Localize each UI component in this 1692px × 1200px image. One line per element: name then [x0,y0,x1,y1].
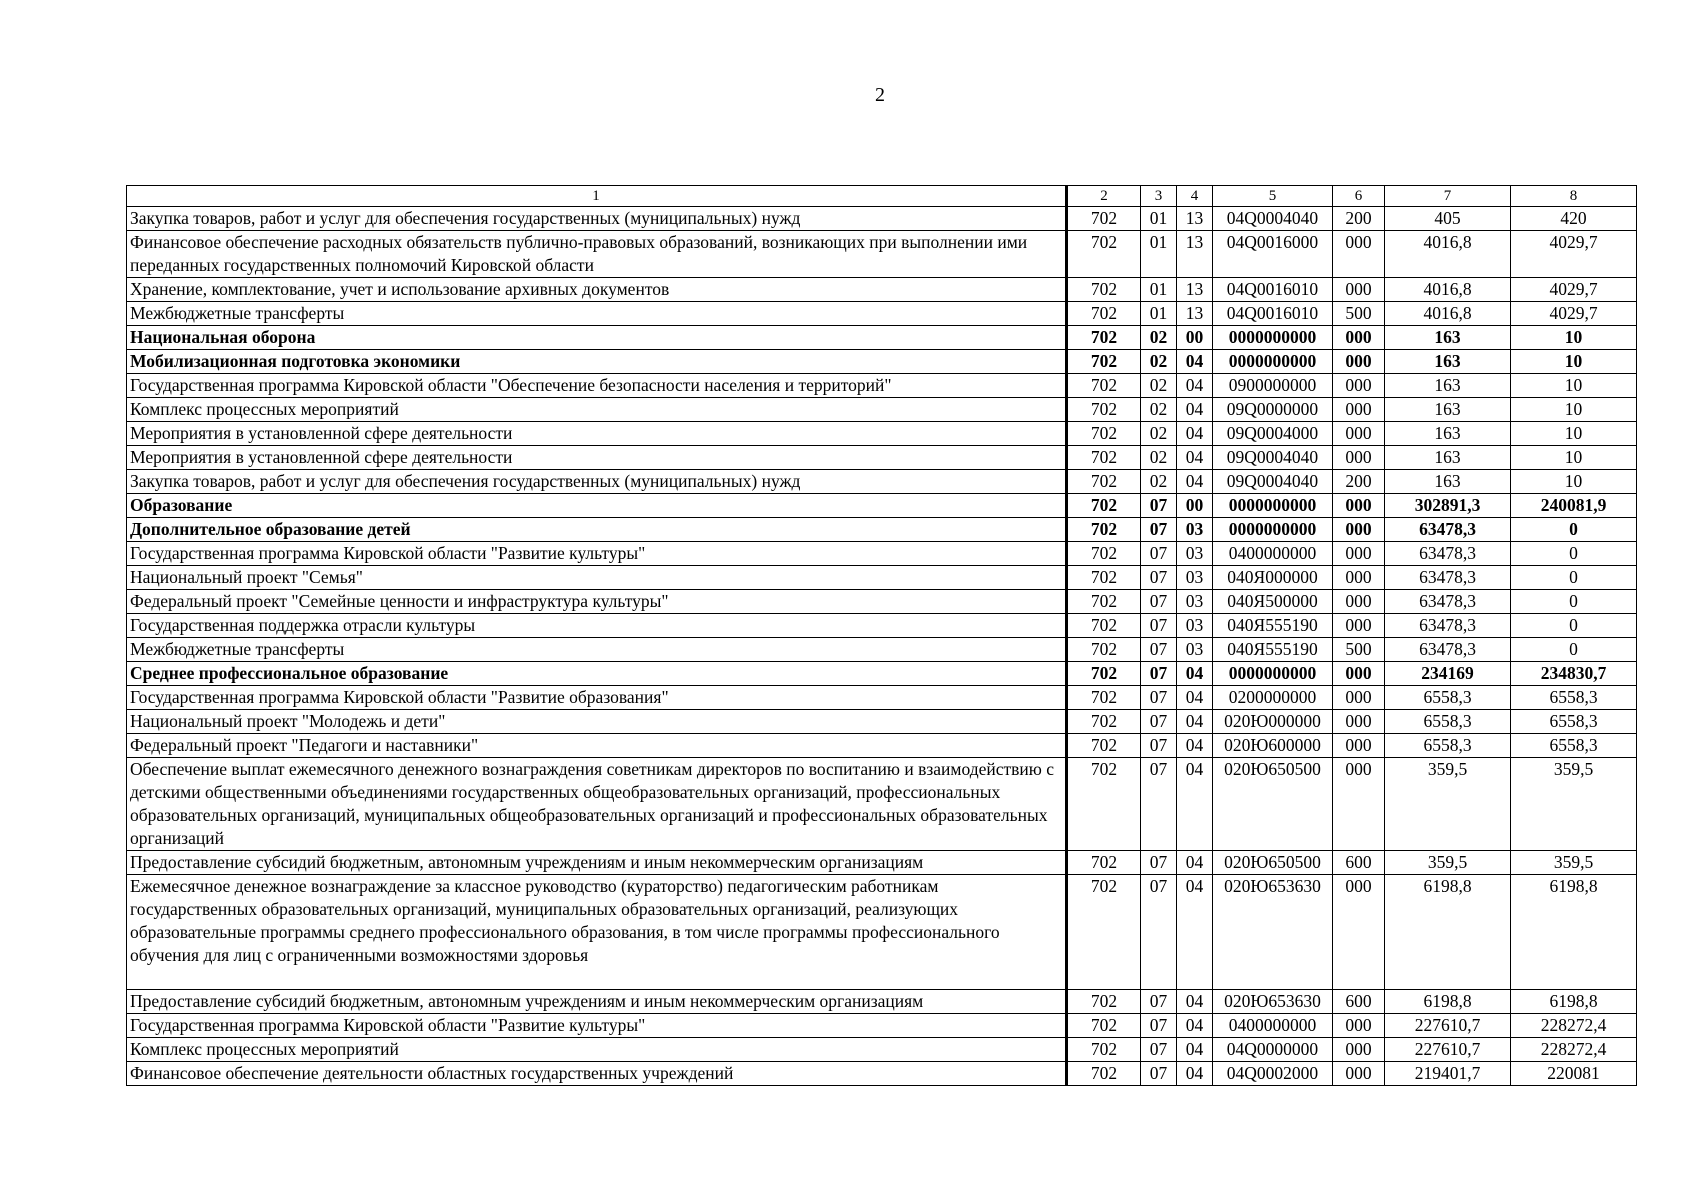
division-cell: 07 [1141,851,1177,875]
table-row [127,446,1637,470]
amount-year-1-cell: 227610,7 [1385,1038,1511,1062]
section-code-cell: 702 [1067,710,1141,734]
amount-year-1-cell: 359,5 [1385,758,1511,851]
division-cell: 07 [1141,1062,1177,1086]
section-code-cell: 702 [1067,758,1141,851]
section-code-cell: 702 [1067,662,1141,686]
division-cell: 02 [1141,350,1177,374]
table-row [127,851,1637,875]
subdivision-cell: 04 [1177,422,1213,446]
expense-type-cell: 000 [1333,1014,1385,1038]
row-name-cell: Федеральный проект "Педагоги и наставники" [127,734,1067,758]
target-article-cell: 0000000000 [1213,494,1333,518]
expense-type-cell: 000 [1333,686,1385,710]
target-article-cell: 040Я555190 [1213,614,1333,638]
row-name-cell: Обеспечение выплат ежемесячного денежного вознаграждения советникам директоров по воспитанию и взаимодействию с детскими общественными объединениями государственных общеобразовательных организаций, профессиональных образовательных организаций, муниципальных общеобразовательных организаций и профессиональных образовательных организаций [127,758,1067,851]
subdivision-cell: 03 [1177,566,1213,590]
target-article-cell: 04Q0004040 [1213,207,1333,231]
row-name-cell: Государственная поддержка отрасли культуры [127,614,1067,638]
division-cell: 07 [1141,566,1177,590]
section-code-cell: 702 [1067,470,1141,494]
table-row [127,326,1637,350]
table-row [127,374,1637,398]
expense-type-cell: 000 [1333,231,1385,278]
division-cell: 07 [1141,542,1177,566]
header-cell-6: 6 [1333,186,1385,207]
target-article-cell: 0200000000 [1213,686,1333,710]
section-code-cell: 702 [1067,590,1141,614]
subdivision-cell: 04 [1177,446,1213,470]
target-article-cell: 09Q0004040 [1213,470,1333,494]
division-cell: 07 [1141,710,1177,734]
amount-year-1-cell: 4016,8 [1385,278,1511,302]
row-name-cell: Образование [127,494,1067,518]
expense-type-cell: 600 [1333,851,1385,875]
amount-year-2-cell: 240081,9 [1511,494,1637,518]
section-code-cell: 702 [1067,1014,1141,1038]
amount-year-1-cell: 6198,8 [1385,875,1511,990]
division-cell: 02 [1141,446,1177,470]
subdivision-cell: 03 [1177,542,1213,566]
amount-year-1-cell: 163 [1385,422,1511,446]
amount-year-1-cell: 219401,7 [1385,1062,1511,1086]
expense-type-cell: 500 [1333,638,1385,662]
header-cell-4: 4 [1177,186,1213,207]
subdivision-cell: 03 [1177,638,1213,662]
row-name-cell: Финансовое обеспечение расходных обязательств публично-правовых образований, возникающих при выполнении ими переданных государственных полномочий Кировской области [127,231,1067,278]
row-name-cell: Среднее профессиональное образование [127,662,1067,686]
table-row [127,990,1637,1014]
table-row [127,1062,1637,1086]
target-article-cell: 020Ю650500 [1213,758,1333,851]
table-row [127,1014,1637,1038]
amount-year-2-cell: 234830,7 [1511,662,1637,686]
target-article-cell: 0000000000 [1213,326,1333,350]
amount-year-1-cell: 163 [1385,374,1511,398]
amount-year-1-cell: 6558,3 [1385,686,1511,710]
expense-type-cell: 000 [1333,875,1385,990]
amount-year-2-cell: 10 [1511,398,1637,422]
amount-year-1-cell: 163 [1385,470,1511,494]
division-cell: 07 [1141,518,1177,542]
table-row [127,207,1637,231]
subdivision-cell: 13 [1177,278,1213,302]
subdivision-cell: 04 [1177,470,1213,494]
table-row [127,470,1637,494]
header-row [127,186,1637,207]
section-code-cell: 702 [1067,446,1141,470]
amount-year-1-cell: 63478,3 [1385,518,1511,542]
subdivision-cell: 13 [1177,207,1213,231]
amount-year-1-cell: 163 [1385,350,1511,374]
amount-year-2-cell: 0 [1511,638,1637,662]
table-row [127,614,1637,638]
header-cell-2: 2 [1067,186,1141,207]
row-name-cell: Государственная программа Кировской области "Обеспечение безопасности населения и территорий" [127,374,1067,398]
row-name-cell: Государственная программа Кировской области "Развитие культуры" [127,1014,1067,1038]
amount-year-2-cell: 420 [1511,207,1637,231]
amount-year-2-cell: 10 [1511,350,1637,374]
expense-type-cell: 000 [1333,758,1385,851]
table-row [127,542,1637,566]
row-name-cell: Мероприятия в установленной сфере деятельности [127,422,1067,446]
section-code-cell: 702 [1067,302,1141,326]
amount-year-2-cell: 10 [1511,326,1637,350]
table-row [127,278,1637,302]
row-name-cell: Хранение, комплектование, учет и использование архивных документов [127,278,1067,302]
expense-type-cell: 000 [1333,446,1385,470]
section-code-cell: 702 [1067,1038,1141,1062]
amount-year-1-cell: 63478,3 [1385,614,1511,638]
subdivision-cell: 04 [1177,734,1213,758]
division-cell: 01 [1141,231,1177,278]
expense-type-cell: 000 [1333,1038,1385,1062]
subdivision-cell: 04 [1177,1014,1213,1038]
expense-type-cell: 000 [1333,566,1385,590]
section-code-cell: 702 [1067,851,1141,875]
target-article-cell: 040Я000000 [1213,566,1333,590]
expense-type-cell: 000 [1333,518,1385,542]
table-row [127,422,1637,446]
amount-year-2-cell: 6558,3 [1511,710,1637,734]
amount-year-2-cell: 0 [1511,590,1637,614]
table-row [127,686,1637,710]
amount-year-2-cell: 4029,7 [1511,302,1637,326]
row-name-cell: Национальная оборона [127,326,1067,350]
subdivision-cell: 00 [1177,326,1213,350]
row-name-cell: Федеральный проект "Семейные ценности и инфраструктура культуры" [127,590,1067,614]
expense-type-cell: 000 [1333,350,1385,374]
target-article-cell: 04Q0016010 [1213,302,1333,326]
amount-year-2-cell: 4029,7 [1511,278,1637,302]
target-article-cell: 0400000000 [1213,542,1333,566]
amount-year-1-cell: 163 [1385,326,1511,350]
subdivision-cell: 03 [1177,518,1213,542]
amount-year-2-cell: 228272,4 [1511,1038,1637,1062]
subdivision-cell: 04 [1177,875,1213,990]
amount-year-2-cell: 0 [1511,566,1637,590]
table-row [127,302,1637,326]
subdivision-cell: 04 [1177,758,1213,851]
division-cell: 01 [1141,278,1177,302]
row-name-cell: Закупка товаров, работ и услуг для обеспечения государственных (муниципальных) нужд [127,470,1067,494]
row-name-cell: Национальный проект "Семья" [127,566,1067,590]
subdivision-cell: 04 [1177,398,1213,422]
header-cell-3: 3 [1141,186,1177,207]
expense-type-cell: 000 [1333,1062,1385,1086]
expense-type-cell: 000 [1333,326,1385,350]
target-article-cell: 0400000000 [1213,1014,1333,1038]
row-name-cell: Комплекс процессных мероприятий [127,398,1067,422]
subdivision-cell: 13 [1177,231,1213,278]
amount-year-1-cell: 302891,3 [1385,494,1511,518]
target-article-cell: 09Q0000000 [1213,398,1333,422]
section-code-cell: 702 [1067,398,1141,422]
division-cell: 02 [1141,398,1177,422]
row-name-cell: Дополнительное образование детей [127,518,1067,542]
target-article-cell: 040Я500000 [1213,590,1333,614]
target-article-cell: 0900000000 [1213,374,1333,398]
division-cell: 07 [1141,1038,1177,1062]
expense-type-cell: 000 [1333,542,1385,566]
expense-type-cell: 000 [1333,374,1385,398]
amount-year-1-cell: 63478,3 [1385,638,1511,662]
page-number: 2 [875,84,885,106]
subdivision-cell: 04 [1177,710,1213,734]
division-cell: 07 [1141,638,1177,662]
expense-type-cell: 500 [1333,302,1385,326]
amount-year-2-cell: 0 [1511,542,1637,566]
amount-year-2-cell: 6198,8 [1511,990,1637,1014]
division-cell: 07 [1141,875,1177,990]
subdivision-cell: 04 [1177,1038,1213,1062]
section-code-cell: 702 [1067,734,1141,758]
section-code-cell: 702 [1067,374,1141,398]
amount-year-2-cell: 228272,4 [1511,1014,1637,1038]
table-row [127,590,1637,614]
row-name-cell: Мероприятия в установленной сфере деятельности [127,446,1067,470]
subdivision-cell: 04 [1177,851,1213,875]
subdivision-cell: 04 [1177,350,1213,374]
table-row [127,710,1637,734]
row-name-cell: Межбюджетные трансферты [127,302,1067,326]
row-name-cell: Предоставление субсидий бюджетным, автономным учреждениям и иным некоммерческим организациям [127,990,1067,1014]
amount-year-2-cell: 10 [1511,446,1637,470]
section-code-cell: 702 [1067,875,1141,990]
table-row [127,566,1637,590]
table-row [127,231,1637,278]
amount-year-1-cell: 227610,7 [1385,1014,1511,1038]
table-row [127,638,1637,662]
row-name-cell: Государственная программа Кировской области "Развитие образования" [127,686,1067,710]
amount-year-2-cell: 10 [1511,374,1637,398]
table-row [127,1038,1637,1062]
table-row [127,398,1637,422]
expense-type-cell: 000 [1333,710,1385,734]
table-row [127,494,1637,518]
header-cell-1: 1 [127,186,1067,207]
expense-type-cell: 200 [1333,207,1385,231]
row-name-cell: Национальный проект "Молодежь и дети" [127,710,1067,734]
section-code-cell: 702 [1067,494,1141,518]
subdivision-cell: 04 [1177,1062,1213,1086]
amount-year-1-cell: 6198,8 [1385,990,1511,1014]
amount-year-2-cell: 0 [1511,614,1637,638]
division-cell: 07 [1141,758,1177,851]
amount-year-1-cell: 63478,3 [1385,590,1511,614]
expense-type-cell: 000 [1333,494,1385,518]
section-code-cell: 702 [1067,566,1141,590]
amount-year-1-cell: 63478,3 [1385,542,1511,566]
amount-year-2-cell: 359,5 [1511,851,1637,875]
amount-year-2-cell: 10 [1511,422,1637,446]
division-cell: 02 [1141,470,1177,494]
amount-year-2-cell: 0 [1511,518,1637,542]
section-code-cell: 702 [1067,686,1141,710]
amount-year-1-cell: 163 [1385,398,1511,422]
subdivision-cell: 04 [1177,662,1213,686]
subdivision-cell: 03 [1177,590,1213,614]
subdivision-cell: 04 [1177,686,1213,710]
row-name-cell: Финансовое обеспечение деятельности областных государственных учреждений [127,1062,1067,1086]
section-code-cell: 702 [1067,518,1141,542]
subdivision-cell: 00 [1177,494,1213,518]
target-article-cell: 0000000000 [1213,518,1333,542]
subdivision-cell: 13 [1177,302,1213,326]
section-code-cell: 702 [1067,278,1141,302]
amount-year-1-cell: 6558,3 [1385,710,1511,734]
division-cell: 02 [1141,326,1177,350]
division-cell: 07 [1141,1014,1177,1038]
amount-year-1-cell: 63478,3 [1385,566,1511,590]
section-code-cell: 702 [1067,990,1141,1014]
amount-year-2-cell: 10 [1511,470,1637,494]
amount-year-2-cell: 359,5 [1511,758,1637,851]
division-cell: 07 [1141,686,1177,710]
target-article-cell: 0000000000 [1213,662,1333,686]
target-article-cell: 020Ю650500 [1213,851,1333,875]
target-article-cell: 040Я555190 [1213,638,1333,662]
amount-year-2-cell: 6558,3 [1511,734,1637,758]
expense-type-cell: 000 [1333,278,1385,302]
table-row [127,758,1637,851]
section-code-cell: 702 [1067,326,1141,350]
subdivision-cell: 04 [1177,374,1213,398]
division-cell: 07 [1141,662,1177,686]
amount-year-1-cell: 6558,3 [1385,734,1511,758]
amount-year-1-cell: 4016,8 [1385,302,1511,326]
section-code-cell: 702 [1067,350,1141,374]
section-code-cell: 702 [1067,638,1141,662]
division-cell: 07 [1141,494,1177,518]
amount-year-2-cell: 6558,3 [1511,686,1637,710]
subdivision-cell: 03 [1177,614,1213,638]
target-article-cell: 020Ю653630 [1213,875,1333,990]
division-cell: 07 [1141,990,1177,1014]
table-body [127,186,1637,1086]
section-code-cell: 702 [1067,1062,1141,1086]
expense-type-cell: 200 [1333,470,1385,494]
amount-year-1-cell: 405 [1385,207,1511,231]
table-row [127,734,1637,758]
target-article-cell: 020Ю600000 [1213,734,1333,758]
header-cell-8: 8 [1511,186,1637,207]
expense-type-cell: 000 [1333,590,1385,614]
target-article-cell: 0000000000 [1213,350,1333,374]
amount-year-1-cell: 359,5 [1385,851,1511,875]
expense-type-cell: 000 [1333,398,1385,422]
table-row [127,350,1637,374]
division-cell: 07 [1141,614,1177,638]
amount-year-1-cell: 234169 [1385,662,1511,686]
amount-year-2-cell: 6198,8 [1511,875,1637,990]
amount-year-1-cell: 4016,8 [1385,231,1511,278]
expense-type-cell: 600 [1333,990,1385,1014]
amount-year-1-cell: 163 [1385,446,1511,470]
target-article-cell: 020Ю653630 [1213,990,1333,1014]
row-name-cell: Мобилизационная подготовка экономики [127,350,1067,374]
expense-type-cell: 000 [1333,734,1385,758]
division-cell: 01 [1141,207,1177,231]
row-name-cell: Межбюджетные трансферты [127,638,1067,662]
amount-year-2-cell: 220081 [1511,1062,1637,1086]
table-row [127,662,1637,686]
table-row [127,518,1637,542]
division-cell: 02 [1141,374,1177,398]
budget-table [126,185,1637,1086]
subdivision-cell: 04 [1177,990,1213,1014]
target-article-cell: 09Q0004040 [1213,446,1333,470]
row-name-cell: Ежемесячное денежное вознаграждение за классное руководство (кураторство) педагогическим работникам государственных образовательных организаций, муниципальных образовательных организаций, реализующих образовательные программы среднего профессионального образования, в том числе программы профессионального обучения для лиц с ограниченными возможностями здоровья [127,875,1067,990]
amount-year-2-cell: 4029,7 [1511,231,1637,278]
target-article-cell: 04Q0000000 [1213,1038,1333,1062]
section-code-cell: 702 [1067,207,1141,231]
row-name-cell: Государственная программа Кировской области "Развитие культуры" [127,542,1067,566]
header-cell-5: 5 [1213,186,1333,207]
expense-type-cell: 000 [1333,662,1385,686]
division-cell: 01 [1141,302,1177,326]
target-article-cell: 020Ю000000 [1213,710,1333,734]
section-code-cell: 702 [1067,231,1141,278]
section-code-cell: 702 [1067,542,1141,566]
section-code-cell: 702 [1067,614,1141,638]
row-name-cell: Закупка товаров, работ и услуг для обеспечения государственных (муниципальных) нужд [127,207,1067,231]
target-article-cell: 09Q0004000 [1213,422,1333,446]
target-article-cell: 04Q0002000 [1213,1062,1333,1086]
division-cell: 07 [1141,590,1177,614]
section-code-cell: 702 [1067,422,1141,446]
expense-type-cell: 000 [1333,422,1385,446]
target-article-cell: 04Q0016010 [1213,278,1333,302]
division-cell: 07 [1141,734,1177,758]
header-cell-7: 7 [1385,186,1511,207]
division-cell: 02 [1141,422,1177,446]
target-article-cell: 04Q0016000 [1213,231,1333,278]
row-name-cell: Предоставление субсидий бюджетным, автономным учреждениям и иным некоммерческим организациям [127,851,1067,875]
expense-type-cell: 000 [1333,614,1385,638]
row-name-cell: Комплекс процессных мероприятий [127,1038,1067,1062]
table-row [127,875,1637,990]
